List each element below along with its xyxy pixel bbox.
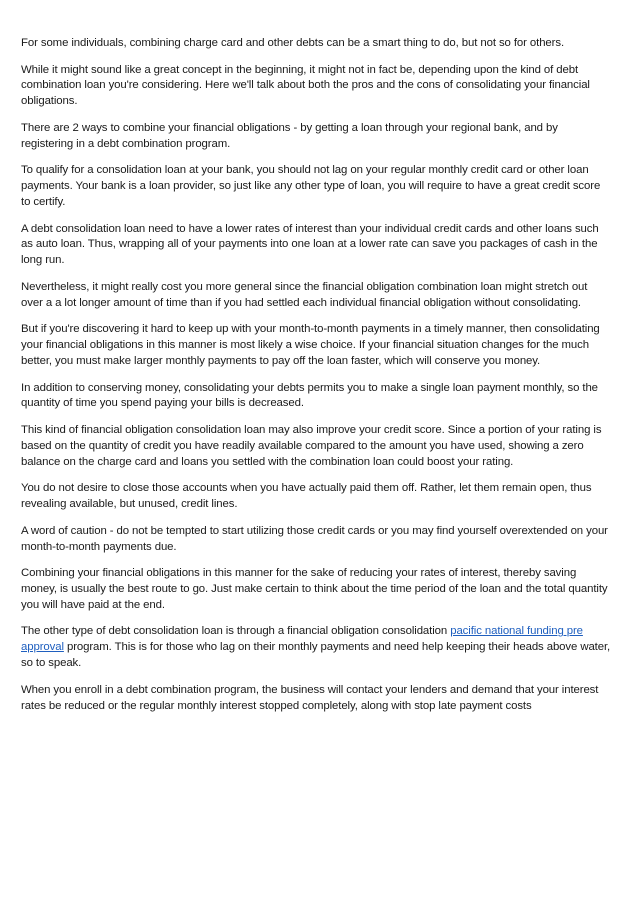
paragraph-accounts: You do not desire to close those accounts when you have actually paid them off. Rather, let them remain open, thus revealing available, but unused, credit lines. [21, 482, 592, 511]
paragraph-credit-score: This kind of financial obligation consolidation loan may also improve your credit score. Since a portion of your rating is based on the quantity of credit you have readily available compared to the amount you have used, showing a zero balance on the charge card and loans you settled with the combination loan could boost your rating. [21, 423, 602, 468]
paragraph-lower-rates: A debt consolidation loan need to have a lower rates of interest than your individual credit cards and other loans such as auto loan. Thus, wrapping all of your payments into one loan at a lower rate can save you packages of cash in the long run. [21, 222, 599, 267]
paragraph-two-ways: There are 2 ways to combine your financial obligations - by getting a loan through your regional bank, and by registering in a debt combination program. [21, 121, 558, 150]
paragraph-program [21, 624, 612, 672]
paragraph-enroll: When you enroll in a debt combination program, the business will contact your lenders and demand that your interest rates be reduced or the regular monthly interest stopped completely, along with stop late payment costs [21, 683, 599, 712]
paragraph-keep-up: But if you're discovering it hard to keep up with your month-to-month payments in a timely manner, then consolidating your financial obligations in this manner is most likely a wise choice. If your financial situation changes for the much better, you must make larger monthly payments to pay off the loan faster, which will conserve you money. [21, 323, 600, 368]
paragraph-program-before: The other type of debt consolidation loan is through a financial obligation consolidation [21, 625, 451, 638]
paragraph-qualify: To qualify for a consolidation loan at your bank, you should not lag on your regular monthly credit card or other loan payments. Your bank is a loan provider, so just like any other type of loan, you will require to have a great credit score to certify. [21, 164, 601, 209]
paragraph-conserving: In addition to conserving money, consolidating your debts permits you to make a single loan payment monthly, so the quantity of time you spend paying your bills is decreased. [21, 381, 598, 410]
paragraph-intro: For some individuals, combining charge card and other debts can be a smart thing to do, but not so for others. [21, 37, 565, 49]
paragraph-combining: Combining your financial obligations in this manner for the sake of reducing your rates of interest, thereby saving money, is usually the best route to go. Just make certain to think about the time period of the loan and the total quantity you will have paid at the end. [21, 567, 608, 611]
paragraph-program-after: program. This is for those who lag on their monthly payments and need help keeping their heads above water, so to speak. [21, 641, 611, 670]
pacific-national-funding-link[interactable]: pacific national funding pre approval [21, 625, 583, 654]
paragraph-concept: While it might sound like a great concept in the beginning, it might not in fact be, depending upon the kind of debt combination loan you're considering. Here we'll talk about both the pros and the cons of consolidating your financial obligations. [21, 63, 590, 108]
paragraph-caution: A word of caution - do not be tempted to start utilizing those credit cards or you may find yourself overextended on your month-to-month payments due. [21, 524, 608, 553]
paragraph-nevertheless: Nevertheless, it might really cost you more general since the financial obligation combination loan might stretch out over a a lot longer amount of time than if you had settled each individual financial obligation without consolidating. [21, 280, 588, 309]
